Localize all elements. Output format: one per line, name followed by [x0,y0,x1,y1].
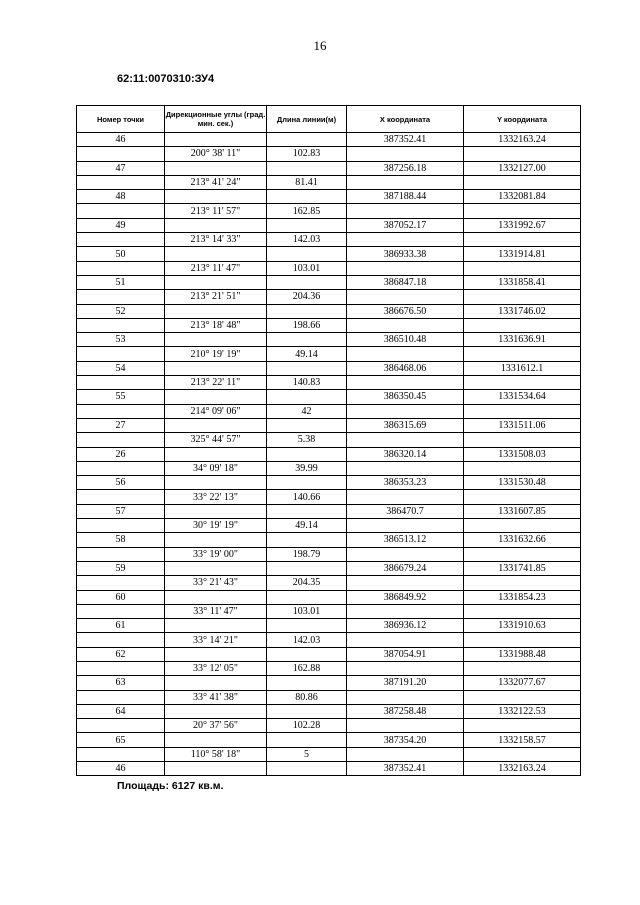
point-number: 51 [77,275,165,289]
empty-cell [267,590,347,604]
empty-cell [267,247,347,261]
point-number: 48 [77,190,165,204]
line-length: 142.03 [267,633,347,647]
empty-cell [77,661,165,675]
empty-cell [77,547,165,561]
empty-cell [464,604,581,618]
line-length: 5 [267,747,347,761]
line-length: 49.14 [267,347,347,361]
line-length: 142.03 [267,233,347,247]
segment-row [77,204,581,218]
line-length: 198.66 [267,318,347,332]
direction-angle: 33° 14' 21" [165,633,267,647]
point-row [77,361,581,375]
empty-cell [165,647,267,661]
empty-cell [77,376,165,390]
x-coordinate: 386315.69 [347,418,464,432]
x-coordinate: 386676.50 [347,304,464,318]
empty-cell [464,461,581,475]
y-coordinate: 1331511.06 [464,418,581,432]
point-number: 63 [77,676,165,690]
point-row [77,676,581,690]
direction-angle: 33° 12' 05" [165,661,267,675]
empty-cell [165,190,267,204]
empty-cell [347,318,464,332]
x-coordinate: 386510.48 [347,333,464,347]
line-length: 162.85 [267,204,347,218]
empty-cell [464,376,581,390]
y-coordinate: 1331741.85 [464,561,581,575]
empty-cell [77,719,165,733]
empty-cell [464,547,581,561]
empty-cell [267,704,347,718]
point-number: 47 [77,161,165,175]
header-point-number: Номер точки [77,106,165,133]
x-coordinate: 387352.41 [347,762,464,776]
empty-cell [267,733,347,747]
empty-cell [347,661,464,675]
direction-angle: 213° 14' 33" [165,233,267,247]
empty-cell [165,218,267,232]
segment-row [77,719,581,733]
x-coordinate: 387352.41 [347,133,464,147]
line-length: 103.01 [267,261,347,275]
segment-row [77,490,581,504]
point-row [77,133,581,147]
x-coordinate: 387256.18 [347,161,464,175]
empty-cell [165,304,267,318]
segment-row [77,747,581,761]
direction-angle: 33° 22' 13" [165,490,267,504]
empty-cell [267,533,347,547]
point-row [77,218,581,232]
empty-cell [464,175,581,189]
x-coordinate: 387258.48 [347,704,464,718]
empty-cell [464,233,581,247]
y-coordinate: 1332127.00 [464,161,581,175]
y-coordinate: 1331508.03 [464,447,581,461]
x-coordinate: 387191.20 [347,676,464,690]
empty-cell [267,561,347,575]
y-coordinate: 1331854.23 [464,590,581,604]
y-coordinate: 1331607.85 [464,504,581,518]
segment-row [77,318,581,332]
empty-cell [77,490,165,504]
direction-angle: 20° 37' 56" [165,719,267,733]
point-number: 57 [77,504,165,518]
empty-cell [165,619,267,633]
line-length: 204.36 [267,290,347,304]
segment-row [77,233,581,247]
direction-angle: 213° 11' 57" [165,204,267,218]
line-length: 39.99 [267,461,347,475]
empty-cell [77,519,165,533]
empty-cell [347,461,464,475]
segment-row [77,404,581,418]
point-row [77,762,581,776]
empty-cell [347,633,464,647]
empty-cell [267,390,347,404]
empty-cell [347,719,464,733]
empty-cell [267,476,347,490]
y-coordinate: 1331612.1 [464,361,581,375]
empty-cell [267,333,347,347]
empty-cell [165,590,267,604]
y-coordinate: 1332077.67 [464,676,581,690]
x-coordinate: 387052.17 [347,218,464,232]
header-x-coordinate: X координата [347,106,464,133]
point-number: 53 [77,333,165,347]
direction-angle: 33° 19' 00" [165,547,267,561]
segment-row [77,604,581,618]
empty-cell [267,619,347,633]
y-coordinate: 1331858.41 [464,275,581,289]
table-header-row [77,106,581,133]
point-row [77,476,581,490]
direction-angle: 200° 38' 11" [165,147,267,161]
header-line-length: Длина линии(м) [267,106,347,133]
empty-cell [165,476,267,490]
header-direction-angle: Дирекционные углы (град. мин. сек.) [165,106,267,133]
empty-cell [77,290,165,304]
empty-cell [464,661,581,675]
point-row [77,704,581,718]
point-row [77,561,581,575]
empty-cell [464,490,581,504]
y-coordinate: 1331746.02 [464,304,581,318]
empty-cell [347,290,464,304]
empty-cell [347,261,464,275]
direction-angle: 210° 19' 19" [165,347,267,361]
direction-angle: 33° 21' 43" [165,576,267,590]
line-length: 140.66 [267,490,347,504]
empty-cell [347,519,464,533]
point-number: 58 [77,533,165,547]
direction-angle: 110° 58' 18" [165,747,267,761]
line-length: 102.28 [267,719,347,733]
y-coordinate: 1331910.63 [464,619,581,633]
point-number: 64 [77,704,165,718]
x-coordinate: 386849.92 [347,590,464,604]
point-number: 27 [77,418,165,432]
page-number: 16 [313,38,327,53]
point-number: 55 [77,390,165,404]
y-coordinate: 1331914.81 [464,247,581,261]
x-coordinate: 387354.20 [347,733,464,747]
y-coordinate: 1331988.48 [464,647,581,661]
empty-cell [165,161,267,175]
empty-cell [347,747,464,761]
empty-cell [267,447,347,461]
empty-cell [165,390,267,404]
table-body [77,133,581,776]
empty-cell [165,704,267,718]
segment-row [77,290,581,304]
empty-cell [77,318,165,332]
empty-cell [347,347,464,361]
y-coordinate: 1332122.53 [464,704,581,718]
empty-cell [464,576,581,590]
point-number: 26 [77,447,165,461]
empty-cell [77,433,165,447]
empty-cell [464,719,581,733]
empty-cell [464,261,581,275]
y-coordinate: 1331530.48 [464,476,581,490]
line-length: 198.79 [267,547,347,561]
x-coordinate: 386513.12 [347,533,464,547]
line-length: 204.35 [267,576,347,590]
empty-cell [267,190,347,204]
point-row [77,247,581,261]
empty-cell [464,633,581,647]
direction-angle: 34° 09' 18" [165,461,267,475]
empty-cell [347,433,464,447]
point-row [77,418,581,432]
segment-row [77,376,581,390]
y-coordinate: 1332163.24 [464,133,581,147]
empty-cell [77,404,165,418]
empty-cell [347,376,464,390]
empty-cell [165,561,267,575]
empty-cell [464,147,581,161]
direction-angle: 213° 11' 47" [165,261,267,275]
line-length: 81.41 [267,175,347,189]
empty-cell [267,218,347,232]
coordinates-table [76,105,581,776]
empty-cell [77,175,165,189]
x-coordinate: 386847.18 [347,275,464,289]
empty-cell [77,233,165,247]
direction-angle: 213° 18' 48" [165,318,267,332]
empty-cell [347,175,464,189]
line-length: 102.83 [267,147,347,161]
segment-row [77,576,581,590]
empty-cell [347,147,464,161]
empty-cell [267,161,347,175]
line-length: 42 [267,404,347,418]
empty-cell [267,361,347,375]
point-number: 60 [77,590,165,604]
empty-cell [464,519,581,533]
empty-cell [347,690,464,704]
line-length: 103.01 [267,604,347,618]
point-row [77,304,581,318]
empty-cell [77,461,165,475]
point-number: 52 [77,304,165,318]
point-row [77,733,581,747]
empty-cell [347,576,464,590]
point-number: 61 [77,619,165,633]
x-coordinate: 386468.06 [347,361,464,375]
point-number: 54 [77,361,165,375]
direction-angle: 213° 22' 11" [165,376,267,390]
empty-cell [77,633,165,647]
empty-cell [77,147,165,161]
segment-row [77,633,581,647]
empty-cell [267,762,347,776]
header-y-coordinate: Y координата [464,106,581,133]
line-length: 80.86 [267,690,347,704]
point-row [77,333,581,347]
point-row [77,275,581,289]
empty-cell [347,233,464,247]
point-number: 56 [77,476,165,490]
point-row [77,619,581,633]
empty-cell [165,762,267,776]
empty-cell [267,647,347,661]
x-coordinate: 386936.12 [347,619,464,633]
empty-cell [347,490,464,504]
x-coordinate: 386350.45 [347,390,464,404]
y-coordinate: 1331636.91 [464,333,581,347]
empty-cell [165,676,267,690]
point-row [77,504,581,518]
y-coordinate: 1332081.84 [464,190,581,204]
line-length: 49.14 [267,519,347,533]
point-number: 65 [77,733,165,747]
empty-cell [464,318,581,332]
empty-cell [165,418,267,432]
direction-angle: 214° 09' 06" [165,404,267,418]
segment-row [77,690,581,704]
empty-cell [165,533,267,547]
empty-cell [464,690,581,704]
y-coordinate: 1332158.57 [464,733,581,747]
point-row [77,647,581,661]
y-coordinate: 1331992.67 [464,218,581,232]
segment-row [77,661,581,675]
point-row [77,190,581,204]
x-coordinate: 386470.7 [347,504,464,518]
empty-cell [464,404,581,418]
segment-row [77,547,581,561]
empty-cell [165,133,267,147]
empty-cell [77,347,165,361]
direction-angle: 213° 21' 51" [165,290,267,304]
empty-cell [464,433,581,447]
empty-cell [77,261,165,275]
point-number: 46 [77,762,165,776]
line-length: 140.83 [267,376,347,390]
segment-row [77,433,581,447]
y-coordinate: 1331534.64 [464,390,581,404]
segment-row [77,347,581,361]
point-row [77,590,581,604]
segment-row [77,147,581,161]
point-number: 46 [77,133,165,147]
direction-angle: 33° 41' 38" [165,690,267,704]
line-length: 5.38 [267,433,347,447]
segment-row [77,461,581,475]
segment-row [77,519,581,533]
empty-cell [165,733,267,747]
area-total: Площадь: 6127 кв.м. [117,780,224,792]
y-coordinate: 1331632.66 [464,533,581,547]
empty-cell [347,204,464,218]
point-number: 59 [77,561,165,575]
x-coordinate: 387054.91 [347,647,464,661]
point-number: 49 [77,218,165,232]
x-coordinate: 386679.24 [347,561,464,575]
empty-cell [267,133,347,147]
point-number: 62 [77,647,165,661]
segment-row [77,175,581,189]
empty-cell [77,576,165,590]
empty-cell [464,347,581,361]
empty-cell [165,447,267,461]
x-coordinate: 386320.14 [347,447,464,461]
direction-angle: 30° 19' 19" [165,519,267,533]
empty-cell [267,304,347,318]
empty-cell [77,747,165,761]
empty-cell [165,361,267,375]
empty-cell [77,204,165,218]
parcel-id: 62:11:0070310:ЗУ4 [117,73,215,85]
direction-angle: 325° 44' 57" [165,433,267,447]
empty-cell [267,418,347,432]
empty-cell [347,404,464,418]
empty-cell [165,333,267,347]
line-length: 162.88 [267,661,347,675]
empty-cell [267,504,347,518]
empty-cell [347,547,464,561]
empty-cell [267,275,347,289]
x-coordinate: 387188.44 [347,190,464,204]
empty-cell [464,290,581,304]
empty-cell [347,604,464,618]
x-coordinate: 386353.23 [347,476,464,490]
point-row [77,161,581,175]
x-coordinate: 386933.38 [347,247,464,261]
empty-cell [77,604,165,618]
point-row [77,390,581,404]
empty-cell [165,247,267,261]
empty-cell [165,275,267,289]
empty-cell [464,747,581,761]
empty-cell [77,690,165,704]
direction-angle: 213° 41' 24" [165,175,267,189]
empty-cell [464,204,581,218]
point-row [77,533,581,547]
empty-cell [165,504,267,518]
direction-angle: 33° 11' 47" [165,604,267,618]
point-row [77,447,581,461]
point-number: 50 [77,247,165,261]
segment-row [77,261,581,275]
y-coordinate: 1332163.24 [464,762,581,776]
empty-cell [267,676,347,690]
